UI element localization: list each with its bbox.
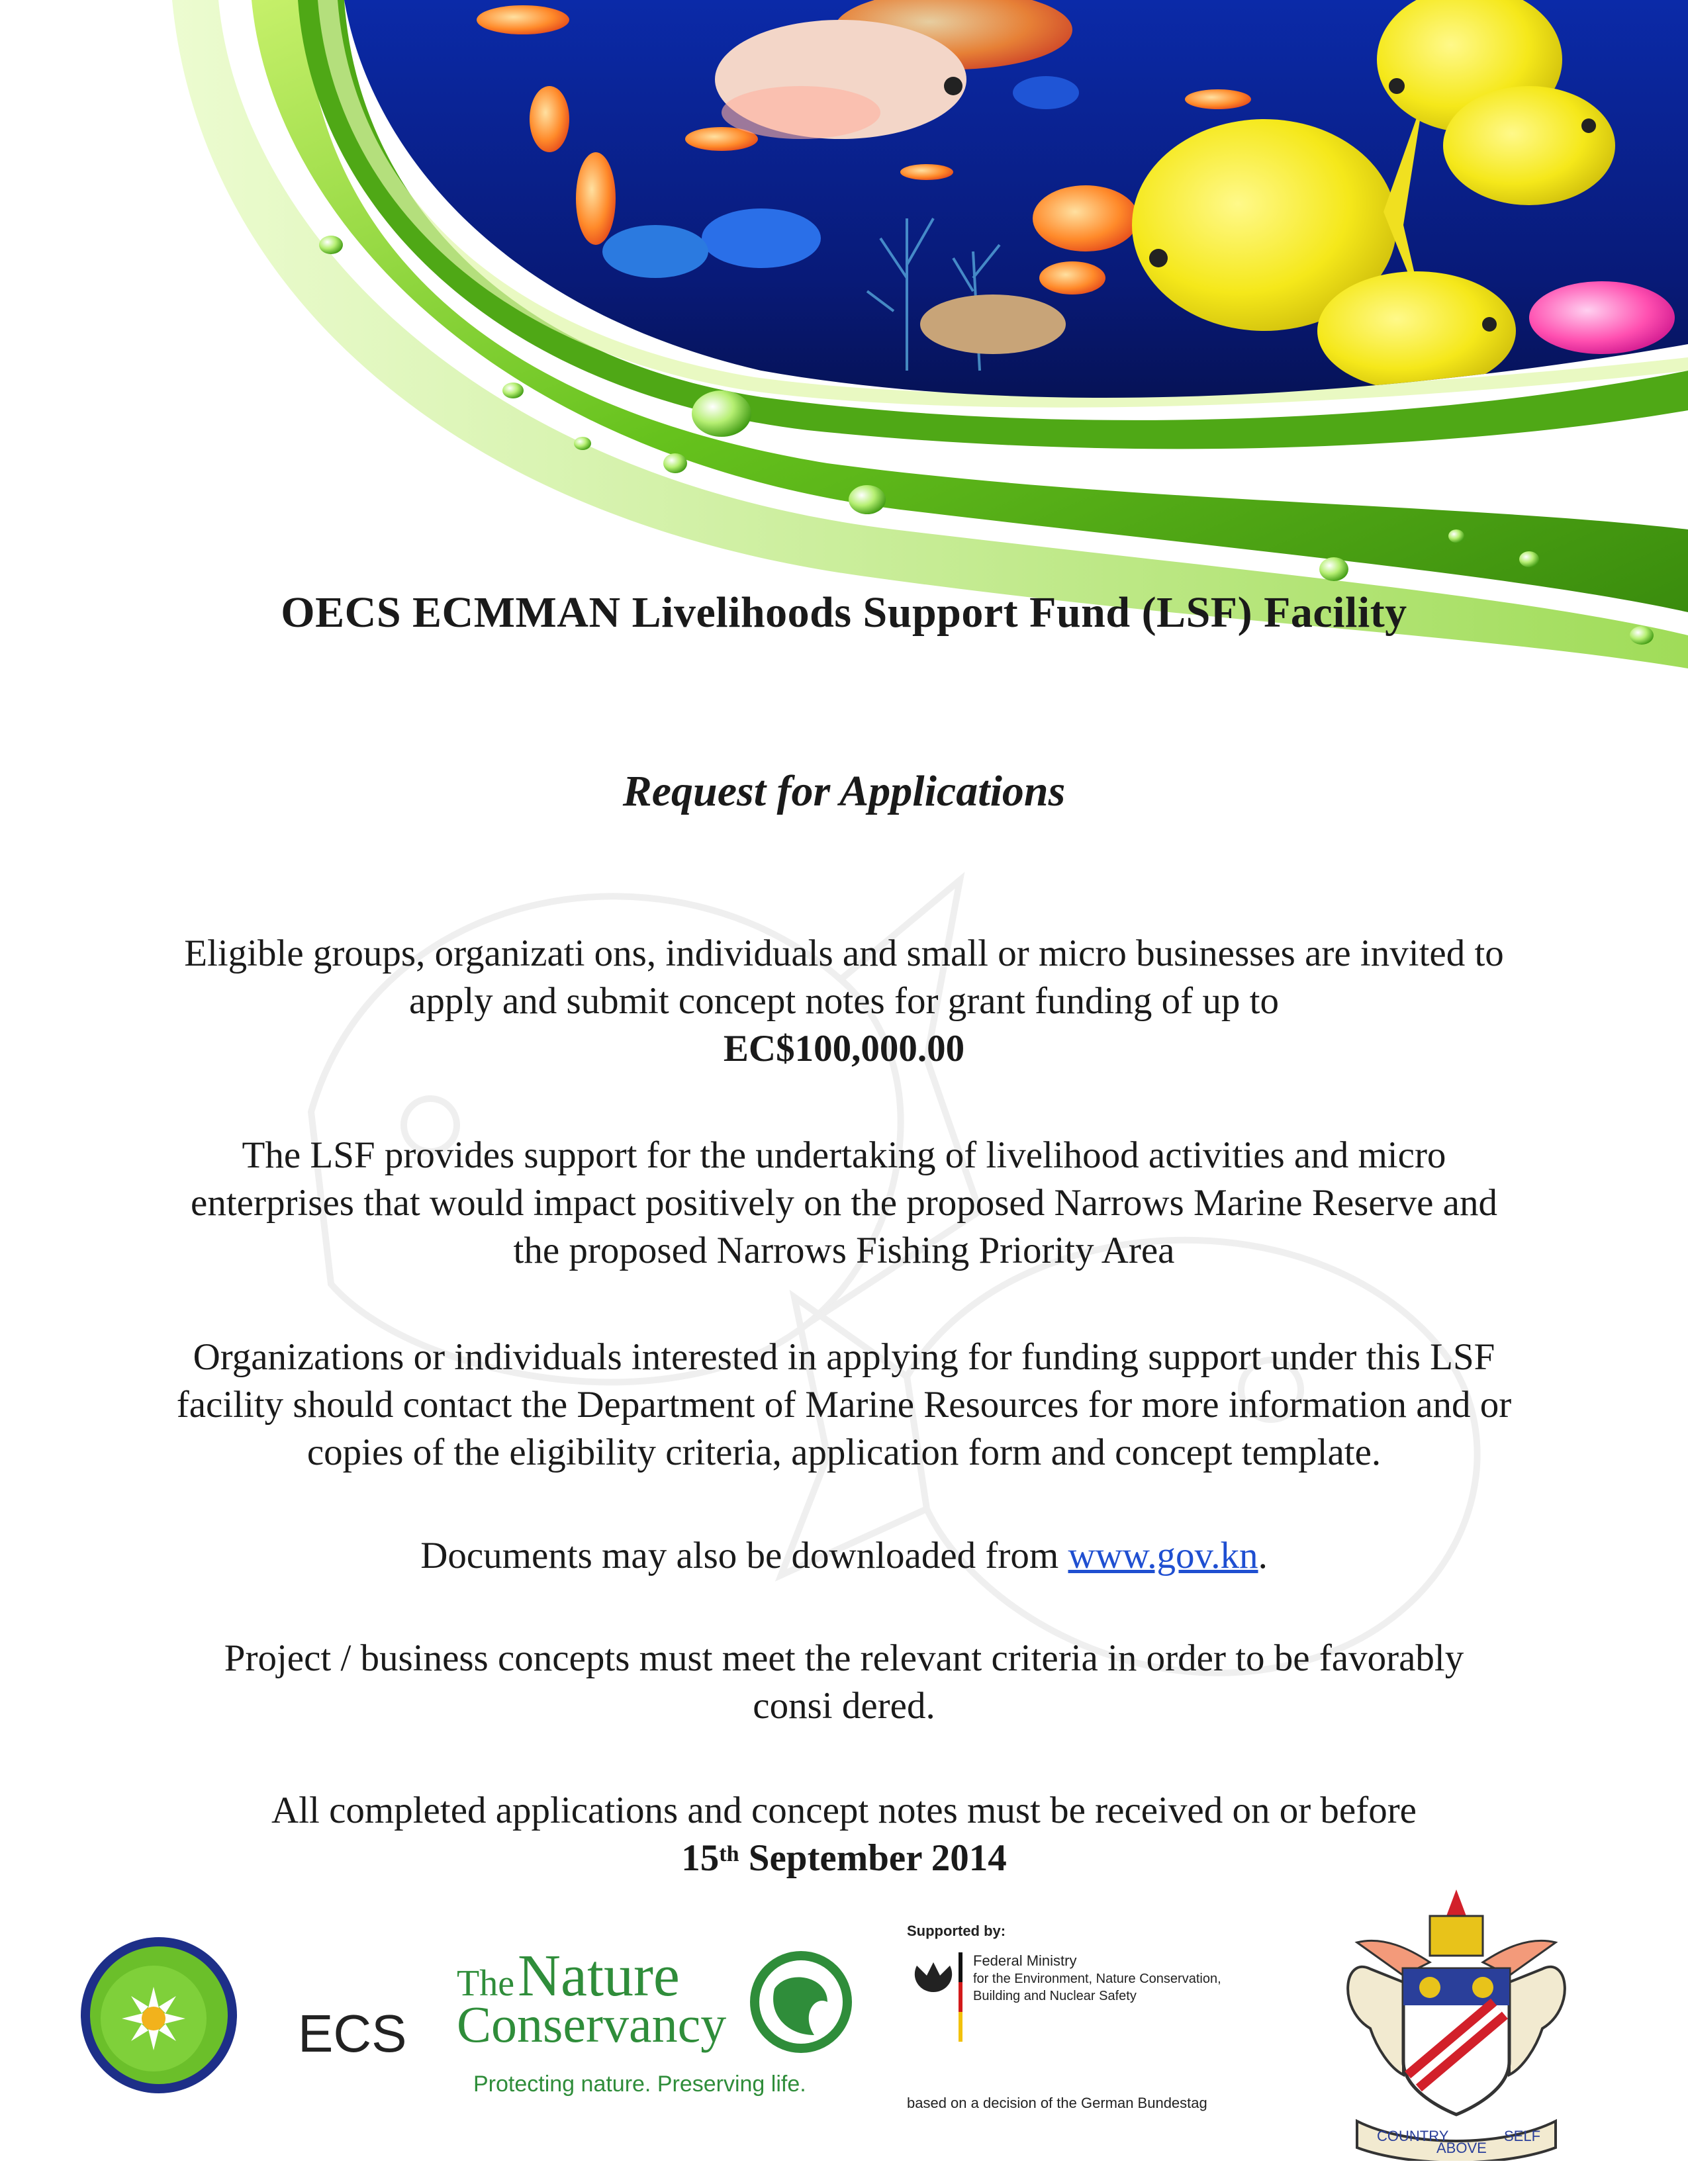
gov-kn-link[interactable]: www.gov.kn (1068, 1535, 1258, 1576)
bmu-line-2: for the Environment, Nature Conservation, (973, 1972, 1221, 1986)
crest-motto-right: SELF (1504, 2128, 1541, 2144)
bmu-logo (900, 1919, 1278, 2118)
contact-line-1: Organizations or individuals interested in applying for funding support under this LSF (193, 1336, 1495, 1378)
contact-paragraph (0, 1334, 1688, 1477)
bmu-supported-by: Supported by: (907, 1923, 1006, 1939)
tnc-the: The (457, 1963, 515, 2004)
download-paragraph (0, 1532, 1688, 1580)
criteria-line-1: Project / business concepts must meet the relevant criteria in order to be favorably (224, 1637, 1464, 1679)
tnc-logo (457, 1942, 854, 2101)
document-subtitle: Request for Applications (622, 767, 1066, 815)
coat-of-arms-crest (1331, 1876, 1582, 2161)
eligibility-line-1: Eligible groups, organizati ons, individuals and small or micro businesses are invited to (184, 933, 1504, 974)
lsf-line-2: enterprises that would impact positively on the proposed Narrows Marine Reserve and (191, 1182, 1497, 1224)
oecs-logo (79, 1933, 424, 2098)
grant-amount: EC$100,000.00 (723, 1028, 965, 1069)
deadline-month-year: September 2014 (748, 1837, 1007, 1879)
tnc-conservancy: Conservancy (457, 1995, 727, 2053)
eligibility-line-2: apply and submit concept notes for grant funding of up to (409, 980, 1279, 1022)
eagle-icon (915, 1962, 952, 1992)
tnc-nature: Nature (518, 1943, 680, 2009)
deadline-date (681, 1837, 1006, 1879)
bmu-line-3: Building and Nuclear Safety (973, 1989, 1137, 2003)
header-banner-image (0, 0, 1688, 668)
contact-line-3: copies of the eligibility criteria, application form and concept template. (306, 1432, 1382, 1473)
download-end: . (1258, 1535, 1268, 1576)
bmu-line-1: Federal Ministry (973, 1952, 1077, 1969)
eligibility-paragraph (0, 930, 1688, 1073)
deadline-suffix: th (719, 1842, 739, 1866)
oecs-logo-text: ECS (298, 2004, 407, 2063)
lsf-line-3: the proposed Narrows Fishing Priority Area (513, 1230, 1175, 1271)
lsf-description-paragraph (0, 1132, 1688, 1275)
deadline-line-1: All completed applications and concept notes must be received on or before (271, 1790, 1417, 1831)
criteria-line-2: consi dered. (753, 1685, 935, 1727)
document-title: OECS ECMMAN Livelihoods Support Fund (LSF) Facility (281, 588, 1407, 637)
criteria-paragraph (0, 1635, 1688, 1730)
crest-motto-mid: ABOVE (1436, 2140, 1487, 2156)
lsf-line-1: The LSF provides support for the undertaking of livelihood activities and micro (242, 1134, 1446, 1176)
crest-motto-left: COUNTRY (1377, 2128, 1449, 2144)
tnc-tagline: Protecting nature. Preserving life. (473, 2071, 806, 2097)
download-text: Documents may also be downloaded from (420, 1535, 1059, 1576)
contact-line-2: facility should contact the Department of Marine Resources for more information and or (176, 1384, 1512, 1426)
deadline-paragraph (0, 1787, 1688, 1882)
deadline-day: 15 (681, 1837, 720, 1879)
bmu-footer: based on a decision of the German Bundestag (907, 2095, 1207, 2111)
